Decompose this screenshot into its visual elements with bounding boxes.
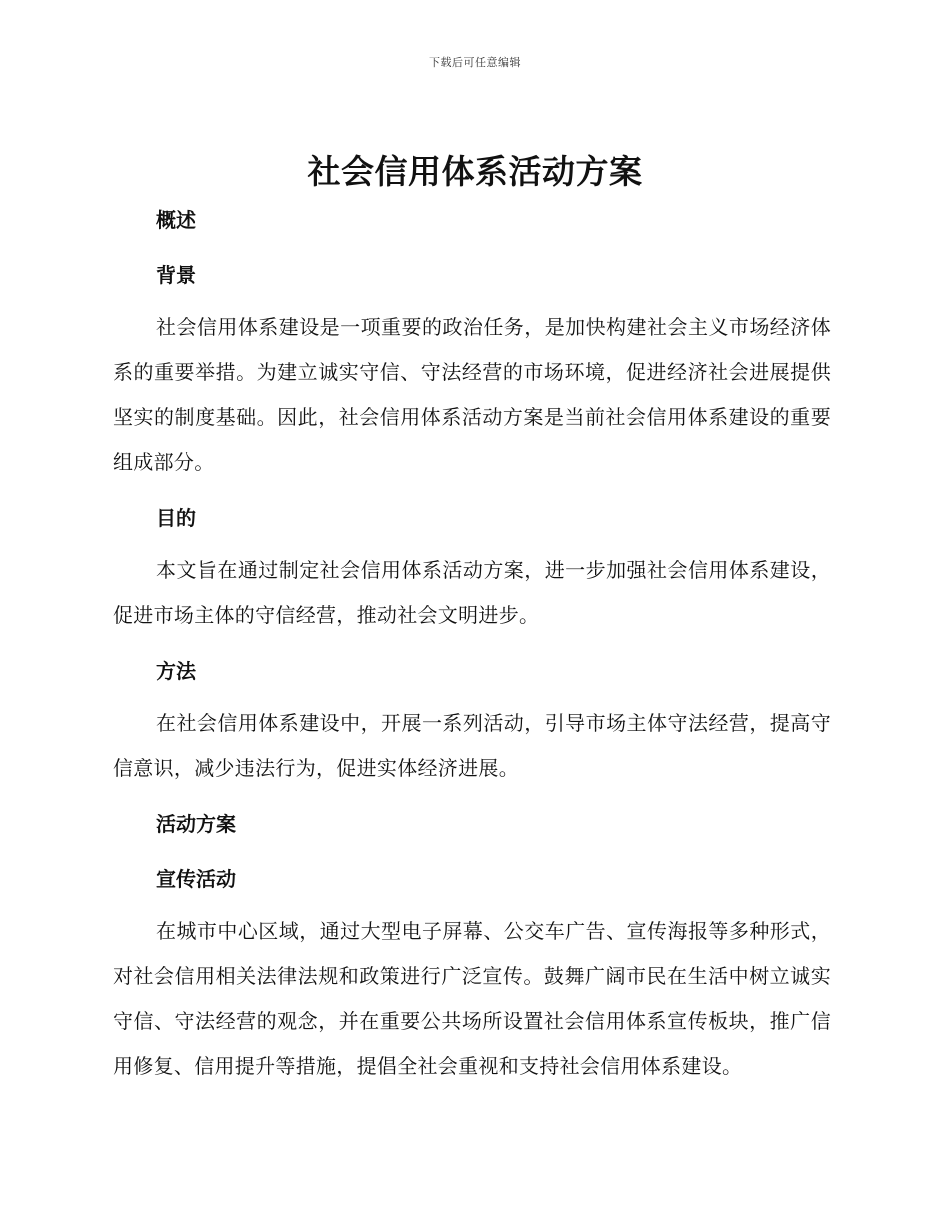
heading-plan: 活动方案 <box>156 812 236 836</box>
paragraph-promotion: 在城市中心区域，通过大型电子屏幕、公交车广告、宣传海报等多种形式，对社会信用相关法律法规和政策进行广泛宣传。鼓舞广阔市民在生活中树立诚实守信、守法经营的观念，并在重要公共场所设置社会信用体系宣传板块，推广信用修复、信用提升等措施，提倡全社会重视和支持社会信用体系建设。 <box>113 919 831 1078</box>
heading-purpose: 目的 <box>156 506 196 530</box>
paragraph-purpose: 本文旨在通过制定社会信用体系活动方案，进一步加强社会信用体系建设，促进市场主体的守信经营，推动社会文明进步。 <box>113 558 831 627</box>
heading-overview: 概述 <box>156 208 196 232</box>
paragraph-background: 社会信用体系建设是一项重要的政治任务，是加快构建社会主义市场经济体系的重要举措。为建立诚实守信、守法经营的市场环境，促进经济社会进展提供坚实的制度基础。因此，社会信用体系活动方案是当前社会信用体系建设的重要组成部分。 <box>113 315 831 474</box>
document-body <box>113 200 831 1102</box>
heading-background: 背景 <box>156 263 196 287</box>
paragraph-method: 在社会信用体系建设中，开展一系列活动，引导市场主体守法经营，提高守信意识，减少违法行为，促进实体经济进展。 <box>113 711 831 780</box>
heading-promotion: 宣传活动 <box>156 867 236 891</box>
header-note: 下载后可任意编辑 <box>429 56 521 69</box>
document-title: 社会信用体系活动方案 <box>307 152 643 191</box>
heading-method: 方法 <box>156 659 196 683</box>
